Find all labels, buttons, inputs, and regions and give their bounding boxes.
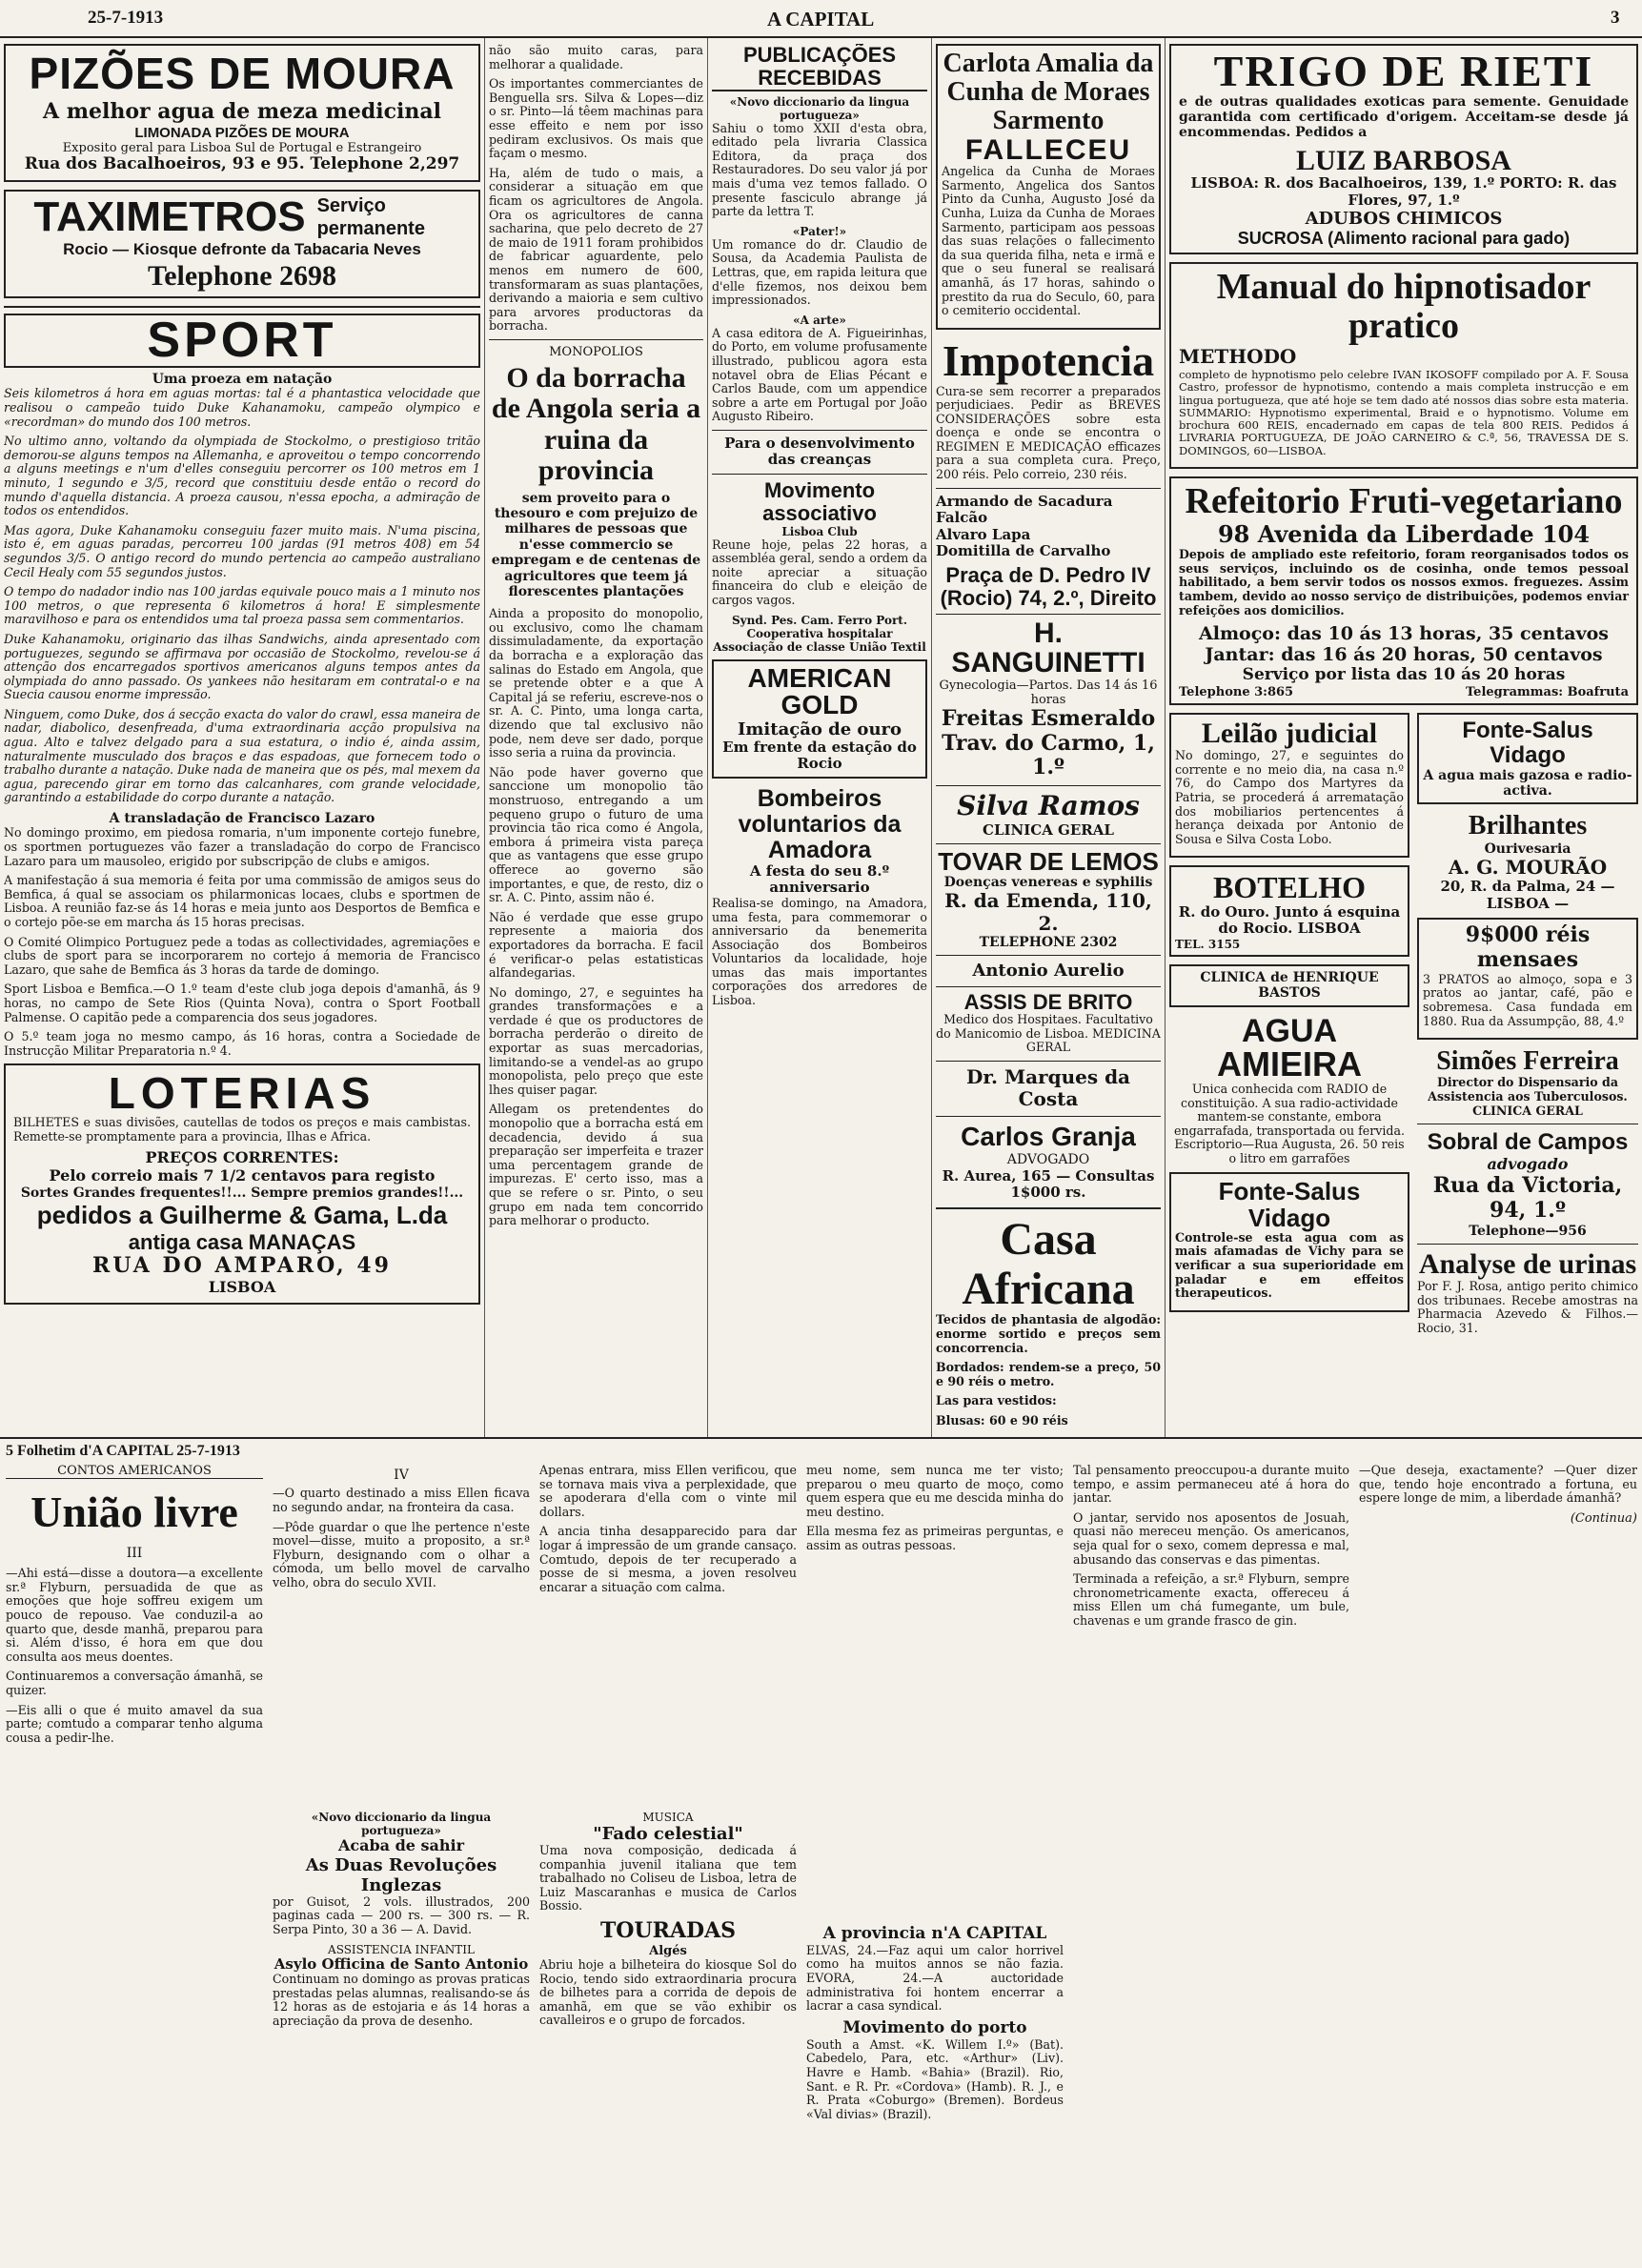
page-header	[0, 0, 1642, 38]
tour-text: Abriu hoje a bilheteira do kiosque Sol do Rocio, tendo sido extraordinaria procura de bilhetes para a corrida de depois de amanhã, em que se vão exhibir os cavalleiros e o grupo de forcados.	[539, 1956, 797, 2028]
tovar-text: Doenças venereas e syphilis	[943, 874, 1153, 890]
refeitorio-title: Refeitorio Fruti-vegetariano	[1185, 481, 1623, 522]
folhetim-chap1: III	[126, 1545, 143, 1561]
pub2: «Novo diccionario da lingua portugueza»	[311, 1811, 492, 1838]
sport-head1: Uma proeza em natação	[152, 372, 333, 388]
leilao-ad	[1169, 713, 1409, 859]
folhetim-p9: Tal pensamento preoccupou-a durante muito tempo, e assim permaneceu até á hora do jantar.	[1073, 1464, 1349, 1506]
column-5	[1169, 44, 1638, 1435]
pratos-title: 9$000 réis mensaes	[1465, 922, 1591, 973]
col3-p13: Associação de classe União Textil	[713, 639, 926, 654]
pub-title: PUBLICAÇÕES RECEBIDAS	[712, 44, 927, 91]
col3-p6: A casa editora de A. Figueirinhas, do Porto, em volume profusamente illustrado, publicou agora esta notavel obra de Elias Pécant e Carlos Baude, com um appendice sobre a arte em Portugal por João Augusto Ribeiro.	[712, 325, 927, 424]
trigo-title: TRIGO DE RIETI	[1213, 47, 1594, 95]
ourivesaria: Ourivesaria	[1484, 840, 1571, 857]
sanguinetti-name: H. SANGUINETTI	[951, 618, 1145, 678]
refeitorio-address: 98 Avenida da Liberdade 104	[1217, 520, 1591, 549]
folhetim-rule	[0, 1437, 1642, 1439]
mourao-name: A. G. MOURÃO	[1448, 855, 1608, 879]
loterias-p4: Sortes Grandes frequentes!!... Sempre premios grandes!!...	[20, 1185, 464, 1201]
sport-p4: O tempo do nadador indio nas 100 jardas equivale pouco mais a 1 minuto nos 100 metros, o que representa 6 kilometros á hora! E simplesmente maravilhoso e para os entendidos uma tal proeza passa sem commentarios.	[4, 584, 480, 627]
sport-p3: Mas agora, Duke Kahanamoku conseguiu fazer muito mais. N'uma piscina, isto é, em aguas paradas, percorreu 100 jardas (91 metros 408) em 54 segundos 3/5. O antigo record do mundo pertencia ao campeão australiano Cecil Healy com 55 segundos justos.	[4, 522, 480, 579]
falcao-name: Armando de Sacadura Falcão	[936, 492, 1113, 527]
assis-name: ASSIS DE BRITO	[963, 989, 1133, 1014]
sport-p8: A manifestação á sua memoria é feita por uma commissão de amigos seus do Bemfica, á qual se associam os philarmonicas locaes, clubs e sportmen de Lisboa. A reunião faz-se ás 14 horas e meia junto aos Desportos de Bemfica e o cortejo põe-se em marcha ás 15 horas precisas.	[4, 873, 480, 929]
gold-line: Em frente da estação do Rocio	[722, 738, 917, 773]
column-rule	[484, 38, 485, 1437]
alges: Algés	[649, 1943, 687, 1958]
sport-p10: Sport Lisboa e Bemfica.—O 1.º team d'este club joga depois d'amanhã, ás 9 horas, no campo de Sete Rios (Quinta Nova), contra o Sport Football Palmense. O capitão pede a comparencia dos seus jogadores.	[4, 982, 480, 1024]
manual-ad	[1169, 262, 1638, 469]
pratos-ad	[1417, 918, 1638, 1040]
loterias-p8: LISBOA	[208, 1278, 276, 1297]
folhetim-p1: —Ahi está—disse a doutora—a excellente sr.ª Flyburn, persuadida de que as emoções que hoje soffreu exigem um pouco de repouso. Vae conduzil-a ao quarto que, desde manhã, preparou para si. Além d'isso, é hora em que dou consulta aos meus doentes.	[6, 1566, 263, 1664]
loterias-p5: pedidos a Guilherme & Gama, L.da	[36, 1201, 448, 1230]
page-number: 3	[1611, 8, 1620, 28]
fonte-salus-ad	[1417, 713, 1638, 805]
botelho-ad	[1169, 865, 1409, 957]
monopolios-deck: sem proveito para o thesouro e com prejuizo de milhares de pessoas que n'esse commercio se empregam e de centenas de agricultores que teem já florescentes plantações	[491, 490, 701, 599]
sport-p5: Duke Kahanamoku, originario das ilhas Sandwichs, ainda apresentado com portuguezes, segundo se affirmava por occasião de Stockolmo, revelou-se á attenção dos encarregados sportivos americanos alguns tempos antes da olympiada do anno passado. Os yankees não hesitaram em contratal-o e na Suecia causou enorme impressão.	[4, 631, 480, 702]
col3-p14: Realisa-se domingo, na Amadora, uma festa, para commemorar o anniversario da benemerita Associação dos Bombeiros Voluntarios da localidade, hoje umas das mais importantes corporações dos arredores de Lisboa.	[712, 895, 927, 1008]
urinas-title: Analyse de urinas	[1418, 1247, 1637, 1280]
col3-p8: Movimento associativo	[762, 478, 877, 525]
taxi-title: TAXIMETROS	[33, 193, 306, 241]
impotencia-title: Impotencia	[942, 335, 1155, 385]
botelho-address: R. do Ouro. Junto á esquina do Rocio. LISBOA	[1178, 902, 1401, 938]
col2-p3: Ainda a proposito do monopolio, ou exclusivo, como lhe chamam dissimuladamente, da exportação da borracha e a exploração das salinas do Estado em Angola, que se pretende obter e a que A Capital já se referiu, escreve-nos o sr. A. C. Pinto, uma longa carta, dizendo que tal exclusivo não pode, nem deve ser dado, porque isso seria a ruina da provincia.	[489, 606, 703, 760]
folhetim-col-1	[6, 1464, 263, 2264]
loterias-p6: antiga casa MANAÇAS	[128, 1229, 356, 1254]
col3-p3: «Pater!»	[792, 224, 847, 238]
loterias-p1: BILHETES e suas divisões, cautellas de todos os preços e mais cambistas. Remette-se promptamente para a provincia, Ilhas e Africa.	[13, 1115, 471, 1144]
folhetim-chap2: IV	[394, 1468, 409, 1483]
acaba-sahir: Acaba de sahir	[337, 1836, 465, 1855]
col3-p11: Synd. Pes. Cam. Ferro Port.	[731, 613, 907, 627]
col3-p4: Um romance do dr. Claudio de Sousa, da Academia Paulista de Lettras, que, em rapida leitura que d'elle fizemos, nos deixou bem impressionados.	[712, 236, 927, 308]
sanguinetti-text: Gynecologia—Partos. Das 14 ás 16 horas	[939, 678, 1158, 707]
col2-p2: Ha, além de tudo o mais, a considerar a situação em que ficam os agricultores de Angola. Ora os agricultores de canna sacharina, que pelo decreto de 27 de maio de 1911 foram prohibidos de fabricar aguardente, pelo menos em numero de 600, transformaram as suas plantações, derivando a maioria e sem cultivo para arvores productoras da borracha.	[489, 165, 703, 334]
folhetim-title: União livre	[30, 1488, 238, 1537]
pizoes-line2: Exposito geral para Lisboa Sul de Portugal e Estrangeiro	[62, 141, 422, 156]
sobral-phone: Telephone—956	[1469, 1223, 1587, 1239]
silva-ramos: Silva Ramos	[957, 790, 1140, 822]
taxi-line: Rocio — Kiosque defronte da Tabacaria Neves	[63, 240, 421, 259]
col2-p4: Não pode haver governo que sanccione um monopolio tão monstruoso, entregando a um pequeno grupo o futuro de uma provincia tão rica como é Angola, embora á primeira vista pareça que as vantagens que esse grupo offerece ao governo são importantes, e que, de resto, diz o sr. A. C. Pinto, assim não é.	[489, 764, 703, 905]
sport-p7: No domingo proximo, em piedosa romaria, n'um imponente cortejo funebre, os sportmen portuguezes vão fazer a transladação do corpo de Francisco Lazaro para um mausoleo, erigido por subscripção de clubs e amigos.	[4, 825, 480, 868]
fonte2-text: A agua mais gazosa e radio-activa.	[1423, 767, 1632, 799]
trigo-ad	[1169, 44, 1638, 254]
refeitorio-almoco: Almoço: das 10 ás 13 horas, 35 centavos	[1198, 623, 1609, 645]
sport-p11: O 5.º team joga no mesmo campo, ás 16 horas, contra a Sociedade de Instrucção Militar Preparatoria n.º 4.	[4, 1029, 480, 1058]
column-3	[712, 44, 927, 1435]
fonte-vidago-ad	[1169, 1172, 1409, 1312]
asylo-text: Continuam no domingo as provas praticas prestadas pelas alumnas, realisando-se ás 12 horas as de estojaria e ás 14 horas a apreciação da prova de desenho.	[273, 1972, 530, 2029]
botelho-name: BOTELHO	[1212, 870, 1367, 905]
casa-text: Tecidos de phantasia de algodão: enorme sortido e preços sem concorrencia.	[936, 1312, 1161, 1355]
monopolios-head: MONOPOLIOS	[549, 344, 643, 359]
sport-p1: Seis kilometros á hora em aguas mortas: tal é a phantastica velocidade que realisou o campeão tuido Duke Kahanamoku, campeão olympico e «recordman» do mundo dos 100 metros.	[4, 386, 480, 429]
col2-p1: Os importantes commerciantes de Benguella srs. Silva & Lopes—diz o sr. Pinto—lá têem machinas para esse effeito e nem por isso pediram exclusivos. Os mais que façam o mesmo.	[489, 76, 703, 161]
aurelio-name: Antonio Aurelio	[972, 961, 1125, 982]
pizoes-line1: LIMONADA PIZÕES DE MOURA	[134, 124, 350, 141]
carmo-address: Trav. do Carmo, 1, 1.º	[942, 730, 1155, 780]
monopolios-title: O da borracha de Angola seria a ruina da provincia	[491, 362, 701, 487]
folhetim-p3: —Eis alli o que é muito amavel da sua parte; comtudo a comparar tenho alguma cousa a pedir-lhe.	[6, 1702, 263, 1745]
folhetim-p8: meu nome, sem nunca me ter visto; preparou o meu quarto de moço, como quem espera que eu me descida minha do meu destino.	[806, 1464, 1064, 1519]
adubos: ADUBOS CHIMICOS	[1305, 209, 1503, 230]
folhetim-p13: —Que deseja, exactamente? —Quer dizer que, tendo hoje encontrado a fortuna, eu espere longe de mim, a liberdade ámanhã?	[1359, 1464, 1637, 1506]
sobral-name: Sobral de Campos	[1427, 1129, 1629, 1156]
folhetim-head: 5 Folhetim d'A CAPITAL 25-7-1913	[6, 1443, 240, 1459]
botelho-phone: TEL. 3155	[1175, 937, 1241, 951]
folhetim-p12: Terminada a refeição, a sr.ª Flyburn, sempre chronometricamente exacta, offereceu á miss Ellen um chá fumegante, um bule, chavenas e um grande frasco de gin.	[1073, 1571, 1349, 1628]
folhetim-p11: O jantar, servido nos aposentos de Josuah, quasi não mereceu menção. Os americanos, seja qual for o sexo, comem depressa e mal, abusando das conservas e das pimentas.	[1073, 1509, 1349, 1567]
porto-text: South a Amst. «K. Willem I.º» (Bat). Cabedelo, Para, etc. «Arthur» (Liv). Havre e Hamb. «Bahia» (Brazil). Rio, Sant. e R. Pr. «Cordova» (Hamb). R. J., e R. Prata «Coburgo» (Bremen). Bordeus «Val divias» (Brazil).	[806, 2036, 1064, 2121]
gold-ad	[712, 659, 927, 779]
folhetim-p10: Ella mesma fez as primeiras perguntas, e assim as outras pessoas.	[806, 1524, 1064, 1552]
gold-title: AMERICAN GOLD	[747, 662, 892, 720]
asylo-title: Asylo Officina de Santo Antonio	[274, 1954, 529, 1973]
clinica-geral: CLINICA GERAL	[983, 820, 1114, 839]
col3-p1: «Novo diccionario da lingua portugueza»	[729, 94, 910, 122]
col4-extra-3	[806, 1925, 1064, 2258]
marques-name: Dr. Marques da Costa	[965, 1064, 1131, 1111]
folhetim-col-5	[1073, 1464, 1349, 2264]
amieira-name: AMIEIRA	[1217, 1044, 1362, 1084]
freitas-name: Freitas Esmeraldo	[941, 705, 1156, 731]
assist-head: ASSISTENCIA INFANTIL	[328, 1942, 475, 1956]
impotencia-text: Cura-se sem recorrer a preparados perjudiciaes. Pedir as BREVES CONSIDERAÇÕES sobre esta doença e onde se encontra o REGIMEN E MEDICAÇÃO efficazes para a sua completa cura. Preço, 200 réis. Pelo correio, 230 réis.	[936, 383, 1161, 482]
casa-blusas: Blusas: 60 e 90 réis	[936, 1412, 1068, 1428]
taxi-phone: Telephone 2698	[147, 259, 337, 292]
col2-p0: não são muito caras, para melhorar a qualidade.	[489, 44, 703, 71]
col2-p6: No domingo, 27, e seguintes ha grandes transformações e a verdade é que os productores de borracha perderão o direito de exportar as suas mercadorias, limitando-se a vendel-as ao grupo monopolista, pelo preço que este lhes quiser pagar.	[489, 984, 703, 1097]
col4-extra-2	[539, 1811, 797, 2258]
fado-title: "Fado celestial"	[593, 1824, 743, 1845]
folhetim-p5: —Pôde guardar o que lhe pertence n'este movel—disse, muito a proposito, a sr.ª Flyburn, designando com o olhar a cómoda, um bello movel de carvalho velho, obra do seculo XVII.	[273, 1519, 530, 1590]
folhetim-p7: A ancia tinha desapparecido para dar logar á impressão de um grande cansaço. Comtudo, depois de ter recuperado a posse de si mesma, a joven resolveu encarar a situação com calma.	[539, 1524, 797, 1594]
col3-p9: Lisboa Club	[781, 524, 858, 538]
pizoes-sub: A melhor agua de meza medicinal	[43, 98, 441, 124]
carlota-notice	[936, 44, 1161, 330]
bastos-name: CLINICA de HENRIQUE BASTOS	[1200, 969, 1379, 1002]
folhetim-p6: Apenas entrara, miss Ellen verificou, que se tornava mais viva a perplexidade, que se apoderara d'ella com o vinte mil dollars.	[539, 1464, 797, 1519]
col3-p10: Reune hoje, pelas 22 horas, a assembléa geral, sendo a ordem da noite apreciar a situação financeira do club e eleição de cargos vagos.	[712, 537, 927, 607]
manual-text: completo de hypnotismo pelo celebre IVAN IKOSOFF compilado por A. F. Sousa Castro, professor de hypnotismo, contendo a mais completa instrucção e em lingua portugueza, que até hoje se tem dado até nossos dias sobre esta materia. SUMMARIO: Hypnotismo experimental, Braid e o hypnotismo. Volume em brochura 600 REIS, encadernado em capas de tela 800 REIS. Pedidos á LIVRARIA PORTUGUEZA, DE JOÃO CARNEIRO & C.ª, 56, TRAVESSA DE S. DOMINGOS, 60—LISBOA.	[1179, 367, 1629, 457]
refeitorio-telegr: Telegrammas: Boafruta	[1465, 684, 1629, 699]
refeitorio-servico: Serviço por lista das 10 ás 20 horas	[1242, 664, 1566, 684]
bomb-title: Bombeiros voluntarios da Amadora	[738, 784, 902, 863]
casa-africana: Casa Africana	[962, 1213, 1135, 1314]
duas-text: por Guisot, 2 vols. illustrados, 200 paginas cada — 200 rs. — 300 rs. — R. Serpa Pinto, 30 a 36 — A. David.	[273, 1893, 530, 1937]
masthead: A CAPITAL	[767, 8, 875, 30]
folhetim-col-6	[1359, 1464, 1637, 2264]
column-rule	[1165, 38, 1166, 1437]
pratos-text: 3 PRATOS ao almoço, sopa e 3 pratos ao jantar, café, pão e sobremesa. Casa fundada em 1880. Rua da Assumpção, 88, 4.º	[1423, 971, 1632, 1028]
col4-extra	[273, 1811, 530, 2258]
pizoes-ad	[4, 44, 480, 182]
manual-metodo: METHODO	[1179, 345, 1297, 369]
agua-word: AGUA	[1241, 1012, 1338, 1049]
domitilla-name: Domitilla de Carvalho	[936, 542, 1111, 560]
emenda-address: R. da Emenda, 110, 2.	[944, 889, 1152, 935]
granja-name: Carlos Granja	[961, 1121, 1136, 1151]
assis-text: Medico dos Hospitaes. Facultativo do Manicomio de Lisboa. MEDICINA GERAL	[936, 1011, 1161, 1055]
col3-p7: Para o desenvolvimento das creanças	[724, 434, 915, 469]
casa-bordados: Bordados: rendem-se a preço, 50 e 90 réis o metro.	[936, 1360, 1161, 1388]
simoes-text: Director do Dispensario da Assistencia aos Tuberculosos. CLINICA GERAL	[1428, 1075, 1628, 1118]
casa-vestidos: Las para vestidos:	[936, 1393, 1057, 1408]
taximetros-ad	[4, 190, 480, 298]
pizoes-line3: Rua dos Bacalhoeiros, 93 e 95. Telephone 2,297	[24, 154, 460, 174]
folhetim-p4: —O quarto destinado a miss Ellen ficava no segundo andar, na fronteira da casa.	[273, 1486, 530, 1514]
loterias-title: LOTERIAS	[108, 1068, 376, 1119]
folhetim-continua: (Continua)	[1570, 1510, 1637, 1526]
fonte-text: Controle-se esta agua com as mais afamadas de Vichy para se verificar a sua superioridade em paladar e em effeitos therapeuticos.	[1175, 1229, 1404, 1301]
col3-p5: «A arte»	[793, 313, 846, 327]
loterias-p2: PREÇOS CORRENTES:	[145, 1148, 339, 1167]
provincia-text: ELVAS, 24.—Faz aqui um calor horrivel como ha muitos annos se não fazia. EVORA, 24.—A auctoridade administrativa foi hontem encerrar a lacrar a casa syndical.	[806, 1942, 1064, 2014]
column-rule	[931, 38, 932, 1437]
mourao-address: 20, R. da Palma, 24 — LISBOA —	[1440, 878, 1615, 912]
alvaro-name: Alvaro Lapa	[936, 525, 1031, 543]
folhetim-p2: Continuaremos a conversação ámanhã, se quizer.	[6, 1669, 263, 1697]
touradas-title: TOURADAS	[599, 1918, 737, 1944]
amieira-text: Unica conhecida com RADIO de constituição. A sua radio-actividade mantem-se constante, embora engarrafada, transportada ou fervida. Escriptorio—Rua Augusta, 26. 50 reis o litro em garrafões	[1174, 1082, 1405, 1166]
urinas-text: Por F. J. Rosa, antigo perito chimico dos tribunaes. Recebe amostras na Pharmacia Azevedo & Filhos.—Rocio, 31.	[1417, 1279, 1638, 1336]
sucrosa: SUCROSA (Alimento racional para gado)	[1237, 229, 1571, 249]
column-1	[4, 44, 480, 1435]
manual-title: Manual do hipnotisador pratico	[1216, 267, 1591, 347]
barbosa-name: LUIZ BARBOSA	[1296, 144, 1511, 176]
vitoria-address: Rua da Victoria, 94, 1.º	[1432, 1173, 1623, 1223]
col3-p12: Cooperativa hospitalar	[746, 626, 893, 640]
refeitorio-text: Depois de ampliado este refeitorio, foram reorganisados todos os seus serviços, incluindo os de cosinha, onde temos pessoal habilitado, a bem servir todos os nossos exmos. freguezes. Assim tambem, devido ao nosso serviço de distribuições, podemos enviar refeições aos domicilios.	[1179, 547, 1629, 618]
column-rule	[707, 38, 708, 1437]
granja-text: ADVOGADO	[1006, 1152, 1090, 1168]
tovar-phone: TELEPHONE 2302	[979, 935, 1118, 951]
refeitorio-phone: Telephone 3:865	[1179, 684, 1294, 699]
column-2	[489, 44, 703, 1435]
sobral-text: advogado	[1487, 1155, 1569, 1174]
musica-head: MUSICA	[642, 1811, 694, 1824]
brilhantes: Brilhantes	[1468, 811, 1588, 841]
col2-p5: Não é verdade que esse grupo represente a maioria dos exportadores da borracha. E facil é verificar-o pelas estatisticas alfandegarias.	[489, 909, 703, 981]
gold-sub: Imitação de ouro	[737, 719, 902, 739]
sport-p9: O Comité Olimpico Portuguez pede a todas as collectividades, agremiações e clubs de sport para se incorporarem no cortejo á memoria de Francisco Lazaro, que sahe de Bemfica ás 3 horas da tarde de domingo.	[4, 934, 480, 977]
header-date: 25-7-1913	[88, 8, 164, 28]
bomb-sub: A festa do seu 8.º anniversario	[749, 861, 890, 897]
taxi-service: Serviço permanente	[316, 195, 425, 239]
praca-address: Praça de D. Pedro IV (Rocio) 74, 2.º, Direito	[940, 562, 1157, 610]
fonte-title: Fonte-Salus Vidago	[1218, 1176, 1361, 1232]
folhetim-sub: CONTOS AMERICANOS	[6, 1464, 263, 1479]
carlota-name: Carlota Amalia da Cunha de Moraes Sarmento	[943, 49, 1154, 136]
barbosa-address: LISBOA: R. dos Bacalhoeiros, 139, 1.º PORTO: R. das Flores, 97, 1.º	[1190, 174, 1617, 209]
loterias-p3: Pelo correio mais 7 1/2 centavos para registo	[49, 1166, 436, 1185]
loterias-ad	[4, 1063, 480, 1305]
pizoes-title: PIZÕES DE MOURA	[29, 49, 456, 98]
sport-title: SPORT	[4, 314, 480, 368]
fonte2-title: Fonte-Salus Vidago	[1462, 717, 1593, 768]
duas-revolucoes: As Duas Revoluções Inglezas	[305, 1854, 497, 1895]
provincia-title: A provincia n'A CAPITAL	[822, 1925, 1047, 1943]
carlota-text: Angelica da Cunha de Moraes Sarmento, Angelica dos Santos Pinto da Cunha, Augusto José da Cunha, Luiza da Cunha de Moraes Sarmento, participam aos pessoas das suas relações o fallecimento da sua querida filha, neta e irmã e que o seu funeral se realisará amanhã, ás 17 horas, sahindo o prestito da rua do Seculo, 60, para o cemiterio occidental.	[942, 164, 1155, 318]
bastos-ad	[1169, 964, 1409, 1007]
col2-p7: Allegam os pretendentes do monopolio que a borracha está em decadencia, devido á sua preparação ser imperfeita e trazer uma percentagem grande de impurezas. E' certo isso, mas a que se refere o sr. Pinto, o seu grupo em nada tem concorrido para melhorar o producto.	[489, 1102, 703, 1228]
carlota-falleceu: FALLECEU	[964, 133, 1132, 166]
refeitorio-ad	[1169, 476, 1638, 705]
col3-p2: Sahiu o tomo XXII d'esta obra, editado pela livraria Classica Editora, da praça dos Restauradores. Do seu valor já por mais d'uma vez temos fallado. O presente fasciculo abrange já parte da lettra T.	[712, 120, 927, 219]
column-4	[936, 44, 1161, 1435]
aurea-address: R. Aurea, 165 — Consultas 1$000 rs.	[942, 1166, 1155, 1202]
trigo-text: e de outras qualidades exoticas para semente. Genuidade garantida com certificado d'origem. Acceitam-se desde já encommendas. Pedidos a	[1179, 93, 1629, 141]
refeitorio-jantar: Jantar: das 16 ás 20 horas, 50 centavos	[1205, 644, 1603, 666]
porto-title: Movimento do porto	[842, 2017, 1027, 2037]
loterias-p7: RUA DO AMPARO, 49	[92, 1253, 392, 1279]
sport-p2: No ultimo anno, voltando da olympiada de Stockolmo, o prestigioso tritão demorou-se alguns tempos na Allemanha, e aproveitou o tempo concorrendo a alguns meetings e n'um d'elles conseguiu percorrer os 100 metros em 1 minuto, 1 segundo e 3/5, record que constituiu desde então o record do mundo d'aquella distancia. A proeza causou, n'essa epocha, a admiração de todos os entendidos.	[4, 434, 480, 518]
tovar-name: TOVAR DE LEMOS	[938, 847, 1159, 877]
fado-text: Uma nova composição, dedicada á companhia juvenil italiana que tem trabalhado no Coliseu de Lisboa, letra de Luiz Mascaranhas e musica de Carlos Bossio.	[539, 1843, 797, 1914]
sport-head2: A transladação de Francisco Lazaro	[109, 811, 375, 827]
leilao-title: Leilão judicial	[1201, 717, 1378, 749]
simoes-name: Simões Ferreira	[1436, 1046, 1619, 1077]
sport-p6: Ninguem, como Duke, dos á secção exacta do valor do crawl, essa maneira de nadar, diabolico, desenfreada, d'uma extraordinaria acção propulsiva na agua. Alto e talvez delgado para a sua estatura, o indio é, ainda assim, naturalmente musculado dos braços e das espadoas, que fornecem todo o trabalho durante a natação. Duke nada de maneira que os pés, mal mexem da agua, parecendo girar em torno das calcanhares, com grande velocidade, garantindo a estabilidade do corpo durante a natação.	[4, 706, 480, 805]
leilao-text: No domingo, 27, e seguintes do corrente e no meio dia, na casa n.º 76, do Campo dos Martyres da Patria, se procederá á arrematação dos mobiliarios pertencentes á herança deixada por Antonio de Sousa e Silva Costa Lobo.	[1175, 748, 1404, 846]
